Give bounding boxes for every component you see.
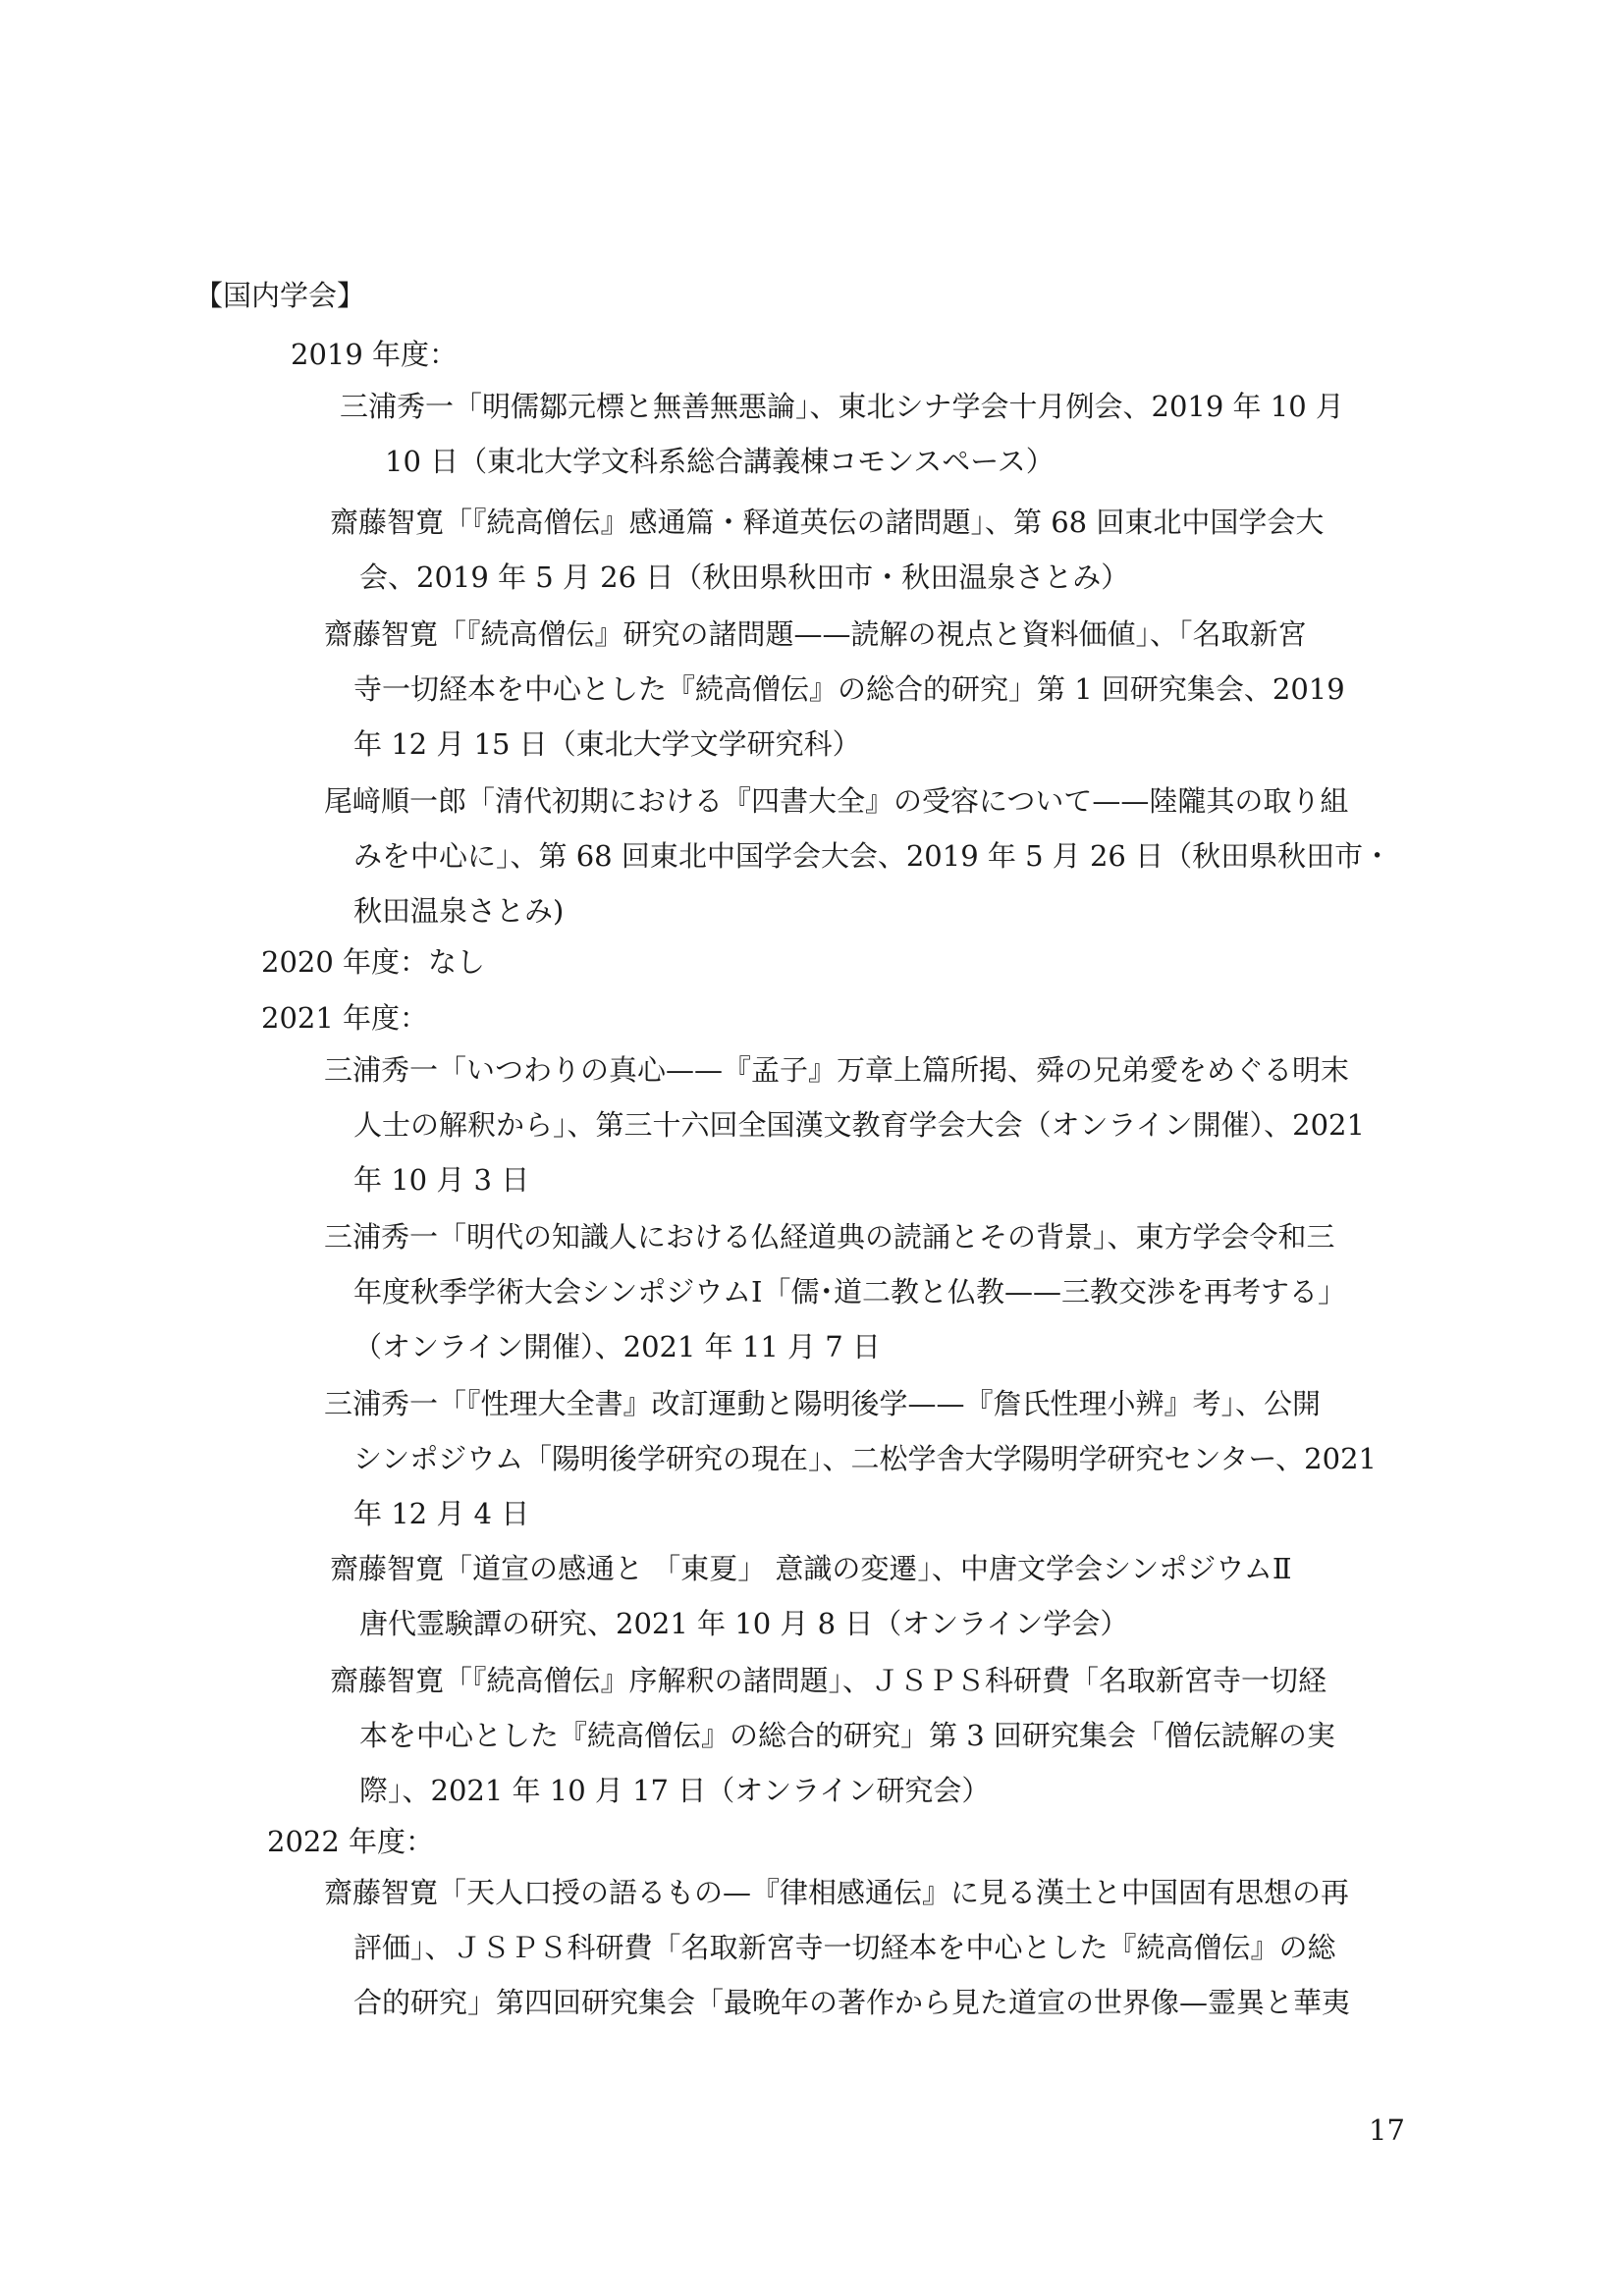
list-item [340,379,1344,489]
entry-line: 齋藤智寛「天人口授の語るもの—『律相感通伝』に見る漢土と中国固有思想の再 [324,1876,1350,1909]
entry-line: シンポジウム「陽明後学研究の現在」、二松学舎大学陽明学研究センター、2021 [353,1442,1377,1475]
entry-line: 年 12 月 4 日 [353,1497,530,1530]
entry-line: 年 10 月 3 日 [353,1163,530,1197]
entry-line: 齋藤智寛「道宣の感通と 「東夏」 意識の変遷」、中唐文学会シンポジウムⅡ [330,1552,1292,1585]
entry-line: （オンライン開催）、2021 年 11 月 7 日 [353,1330,881,1363]
entry-line: 会、2019 年 5 月 26 日（秋田県秋田市・秋田温泉さとみ） [359,561,1130,594]
year-heading-2021: 2021 年度： [261,1001,429,1035]
entry-line: 唐代霊験譚の研究、2021 年 10 月 8 日（オンライン学会） [359,1607,1129,1640]
list-item [324,1042,1365,1207]
entry-line: 齋藤智寛「『続高僧伝』序解釈の諸問題」、ＪＳＰＳ科研費「名取新宮寺一切経 [330,1664,1327,1697]
list-item [324,1865,1350,2030]
list-item [324,1376,1377,1541]
year-heading-2020: 2020 年度：なし [261,945,486,979]
entry-line: 尾﨑順一郎「清代初期における『四書大全』の受容について——陸隴其の取り組 [324,784,1349,818]
list-item [324,607,1345,772]
entry-line: 年 12 月 15 日（東北大学文学研究科） [353,727,861,761]
list-item [324,774,1391,938]
list-item [324,1209,1346,1374]
entry-line: 評価」、ＪＳＰＳ科研費「名取新宮寺一切経本を中心とした『続高僧伝』の総 [353,1931,1336,1964]
page-number: 17 [1369,2113,1405,2147]
entry-line: 齋藤智寛「『続高僧伝』研究の諸問題——読解の視点と資料価値」、「名取新宮 [324,617,1307,651]
year-heading-2022: 2022 年度： [267,1825,435,1858]
entry-line: みを中心に」、第 68 回東北中国学会大会、2019 年 5 月 26 日（秋田県秋田市・ [353,839,1392,873]
list-item [330,1541,1292,1651]
entry-line: 三浦秀一「『性理大全書』改訂運動と陽明後学——『詹氏性理小辨』考」、公開 [324,1387,1322,1420]
list-item [330,1653,1335,1818]
entry-line: 秋田温泉さとみ) [353,894,565,928]
entry-line: 際」、2021 年 10 月 17 日（オンライン研究会） [359,1774,991,1807]
entry-line: 三浦秀一「いつわりの真心——『孟子』万章上篇所掲、舜の兄弟愛をめぐる明末 [324,1053,1350,1087]
entry-line: 三浦秀一「明代の知識人における仏経道典の読誦とその背景」、東方学会令和三 [324,1220,1335,1254]
entry-line: 合的研究」第四回研究集会「最晩年の著作から見た道宣の世界像—霊異と華夷 [353,1986,1351,2019]
entry-line: 寺一切経本を中心とした『続高僧伝』の総合的研究」第 1 回研究集会、2019 [353,672,1345,706]
entry-line: 年度秋季学術大会シンポジウムⅠ「儒･道二教と仏教——三教交渉を再考する」 [353,1275,1346,1308]
entry-line: 本を中心とした『続高僧伝』の総合的研究」第 3 回研究集会「僧伝読解の実 [359,1719,1335,1752]
section-title: 【国内学会】 [194,279,366,312]
entry-line: 10 日（東北大学文科系総合講義棟コモンスペース） [385,445,1055,478]
entry-line: 三浦秀一「明儒鄒元標と無善無悪論」、東北シナ学会十月例会、2019 年 10 月 [340,390,1344,423]
entry-line: 齋藤智寛「『続高僧伝』感通篇・释道英伝の諸問題」、第 68 回東北中国学会大 [330,506,1325,539]
list-item [330,495,1324,605]
year-heading-2019: 2019 年度： [291,338,459,371]
entry-line: 人士の解釈から」、第三十六回全国漢文教育学会大会（オンライン開催）、2021 [353,1108,1365,1142]
